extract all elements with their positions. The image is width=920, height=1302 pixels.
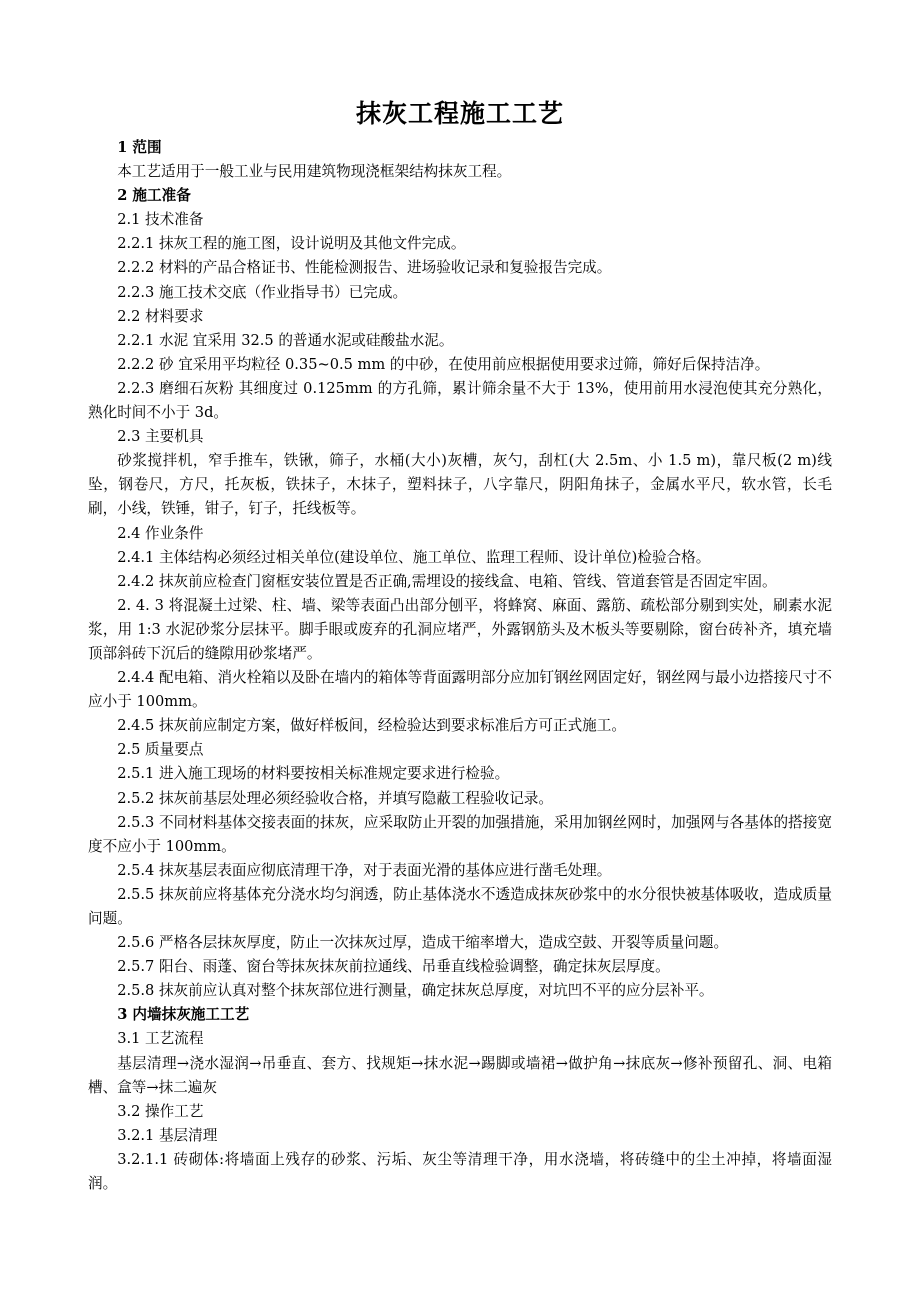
paragraph: 2.2.1 水泥 宜采用 32.5 的普通水泥或硅酸盐水泥。	[117, 331, 454, 349]
paragraph: 2.2.3 施工技术交底（作业指导书）已完成。	[117, 283, 408, 301]
paragraph: 2.5.6 严格各层抹灰厚度，防止一次抹灰过厚，造成干缩率增大，造成空鼓、开裂等质量问题。	[117, 934, 729, 952]
paragraph: 2.2 材料要求	[117, 307, 204, 325]
paragraph: 2.2.2 砂 宜采用平均粒径 0.35~0.5 mm 的中砂，在使用前应根据使用要求过筛，筛好后保持洁净。	[117, 355, 770, 373]
paragraph: 3.2.1 基层清理	[117, 1126, 218, 1144]
paragraph: 3.2 操作工艺	[117, 1102, 204, 1120]
section-heading: 2 施工准备	[117, 187, 191, 205]
paragraph: 砂浆搅拌机，窄手推车，铁锹，筛子，水桶(大小)灰槽，灰勺，刮杠(大 2.5m、小 1.5 m)，靠尺板(2 m)线坠，钢卷尺，方尺，托灰板，铁抹子，木抹子，塑料抹子，八字靠尺，阴阳角抹子，金属水平尺，软水管，长毛刷，小线，铁锤，钳子，钉子，托线板等。	[88, 452, 832, 518]
paragraph: 本工艺适用于一般工业与民用建筑物现浇框架结构抹灰工程。	[117, 163, 512, 181]
document-body	[88, 136, 832, 1196]
paragraph: 2. 4. 3 将混凝土过梁、柱、墙、梁等表面凸出部分刨平，将蜂窝、麻面、露筋、疏松部分剔到实处，刷素水泥浆，用 1:3 水泥砂浆分层抹平。脚手眼或废弃的孔洞应堵严，外露钢筋头及木板头等要剔除，窗台砖补齐，填充墙顶部斜砖下沉后的缝隙用砂浆堵严。	[88, 596, 832, 662]
paragraph: 2.4 作业条件	[117, 524, 204, 542]
document-title: 抹灰工程施工工艺	[355, 99, 564, 128]
paragraph: 2.5.4 抹灰基层表面应彻底清理干净，对于表面光滑的基体应进行凿毛处理。	[117, 861, 612, 879]
paragraph: 2.5.8 抹灰前应认真对整个抹灰部位进行测量，确定抹灰总厚度，对坑凹不平的应分层补平。	[117, 982, 714, 1000]
paragraph: 2.2.1 抹灰工程的施工图，设计说明及其他文件完成。	[117, 235, 466, 253]
section-heading: 1 范围	[117, 139, 162, 156]
paragraph: 2.3 主要机具	[117, 428, 204, 446]
paragraph: 2.4.1 主体结构必须经过相关单位(建设单位、施工单位、监理工程师、设计单位)检验合格。	[117, 548, 711, 566]
paragraph: 3.1 工艺流程	[117, 1030, 204, 1048]
paragraph: 2.5.1 进入施工现场的材料要按相关标准规定要求进行检验。	[117, 765, 510, 783]
paragraph: 基层清理→浇水湿润→吊垂直、套方、找规矩→抹水泥→踢脚或墙裙→做护角→抹底灰→修补预留孔、洞、电箱槽、盒等→抹二遍灰	[88, 1054, 832, 1096]
paragraph: 2.2.2 材料的产品合格证书、性能检测报告、进场验收记录和复验报告完成。	[117, 259, 612, 277]
paragraph: 2.5.5 抹灰前应将基体充分浇水均匀润透，防止基体浇水不透造成抹灰砂浆中的水分很快被基体吸收，造成质量问题。	[88, 885, 832, 927]
paragraph: 2.4.4 配电箱、消火栓箱以及卧在墙内的箱体等背面露明部分应加钉钢丝网固定好，钢丝网与最小边搭接尺寸不应小于 100mm。	[88, 669, 832, 711]
paragraph: 2.5.2 抹灰前基层处理必须经验收合格，并填写隐蔽工程验收记录。	[117, 789, 553, 807]
paragraph: 2.5.7 阳台、雨蓬、窗台等抹灰抹灰前拉通线、吊垂直线检验调整，确定抹灰层厚度。	[117, 958, 670, 976]
paragraph: 2.4.2 抹灰前应检查门窗框安装位置是否正确,需埋设的接线盒、电箱、管线、管道套管是否固定牢固。	[117, 572, 777, 590]
section-heading: 3 内墙抹灰施工工艺	[117, 1006, 250, 1024]
paragraph: 2.2.3 磨细石灰粉 其细度过 0.125mm 的方孔筛，累计筛余量不大于 13%，使用前用水浸泡使其充分熟化，熟化时间不小于 3d。	[88, 379, 832, 422]
paragraph: 3.2.1.1 砖砌体:将墙面上残存的砂浆、污垢、灰尘等清理干净，用水浇墙，将砖缝中的尘土冲掉，将墙面湿润。	[88, 1150, 832, 1193]
paragraph: 2.4.5 抹灰前应制定方案，做好样板间，经检验达到要求标准后方可正式施工。	[117, 717, 626, 735]
paragraph: 2.5 质量要点	[117, 741, 204, 759]
paragraph: 2.5.3 不同材料基体交接表面的抹灰，应采取防止开裂的加强措施，采用加钢丝网时，加强网与各基体的搭接宽度不应小于 100mm。	[88, 813, 832, 855]
paragraph: 2.1 技术准备	[117, 211, 204, 229]
